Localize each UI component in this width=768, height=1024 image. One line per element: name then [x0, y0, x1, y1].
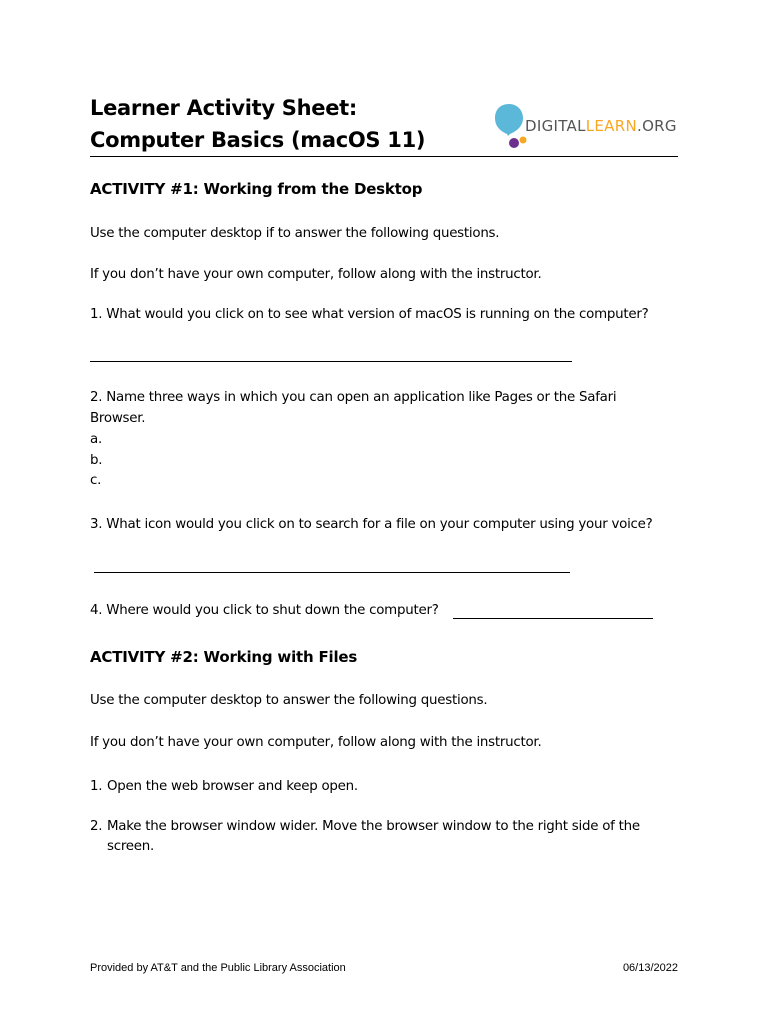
question-1-answer-line[interactable] [90, 361, 572, 362]
step-number: 2. [90, 819, 103, 834]
logo-text-learn: LEARN [585, 117, 637, 135]
step-text-line-2: screen. [107, 839, 155, 854]
activity1-intro-2: If you don’t have your own computer, follow along with the instructor. [90, 267, 542, 282]
footer-date: 06/13/2022 [622, 962, 678, 974]
digitallearn-logo [493, 103, 683, 151]
step-text-line-1: Make the browser window wider. Move the browser window to the right side of the [107, 819, 640, 834]
question-2-line-1: 2. Name three ways in which you can open an application like Pages or the Safari [90, 390, 617, 405]
activity2-step-1 [90, 777, 680, 797]
question-4-text: 4. Where would you click to shut down the computer? [90, 603, 439, 618]
title-line-2: Computer Basics (macOS 11) [90, 128, 426, 152]
activity2-intro-1: Use the computer desktop to answer the following questions. [90, 693, 488, 708]
question-4 [90, 601, 439, 621]
logo-text-digital: DIGITAL [525, 117, 586, 135]
question-3-answer-line[interactable] [94, 572, 570, 573]
question-4-answer-line[interactable] [453, 618, 653, 619]
activity2-heading: ACTIVITY #2: Working with Files [90, 648, 358, 666]
step-number: 1. [90, 779, 103, 794]
activity2-step-2 [90, 817, 680, 859]
question-2-option-b: b. [90, 453, 103, 468]
digitallearn-logo-text [525, 117, 677, 135]
activity1-heading: ACTIVITY #1: Working from the Desktop [90, 180, 423, 198]
title-line-1: Learner Activity Sheet: [90, 96, 357, 120]
header-divider [90, 156, 678, 157]
logo-text-org: .ORG [637, 117, 677, 135]
activity2-intro-2: If you don’t have your own computer, follow along with the instructor. [90, 735, 542, 750]
question-2-option-c: c. [90, 473, 102, 488]
step-text: Open the web browser and keep open. [107, 779, 358, 794]
question-3: 3. What icon would you click on to search for a file on your computer using your voice? [90, 517, 653, 532]
question-2-option-a: a. [90, 432, 102, 447]
question-2-line-2: Browser. [90, 411, 146, 426]
question-1: 1. What would you click on to see what version of macOS is running on the computer? [90, 307, 649, 322]
activity1-intro-1: Use the computer desktop if to answer the following questions. [90, 226, 500, 241]
footer-provider: Provided by AT&T and the Public Library Association [90, 962, 346, 974]
